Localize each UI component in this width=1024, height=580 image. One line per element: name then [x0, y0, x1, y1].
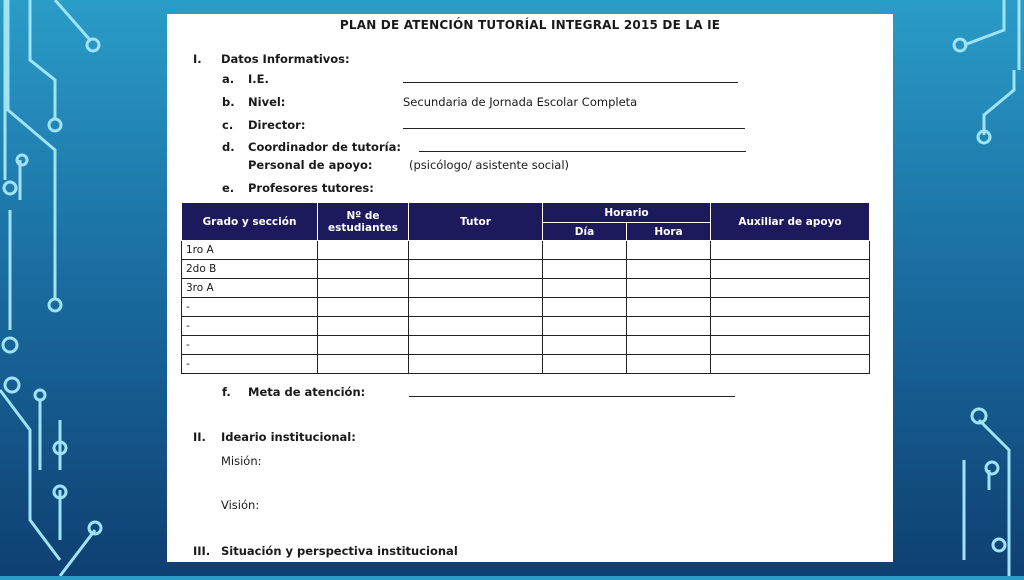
item-nivel-label: Nivel:: [248, 95, 286, 109]
row-grado: -: [182, 298, 318, 317]
document-title: PLAN DE ATENCIÓN TUTORÍAL INTEGRAL 2015 DE LA IE: [339, 18, 721, 32]
table-row: [182, 241, 870, 260]
item-tutores-label: Profesores tutores:: [248, 181, 374, 195]
section-2-heading: Ideario institucional:: [221, 430, 356, 444]
row-grado: -: [182, 355, 318, 374]
section-1-heading: Datos Informativos:: [221, 52, 350, 66]
header-estudiantes: Nº de estudiantes: [318, 203, 409, 241]
director-blank-line: [403, 128, 745, 129]
row-grado: 3ro A: [182, 279, 318, 298]
row-grado: 1ro A: [182, 241, 318, 260]
table-row: [182, 298, 870, 317]
table-row: [182, 260, 870, 279]
row-grado: -: [182, 336, 318, 355]
personal-apoyo-value: (psicólogo/ asistente social): [409, 158, 570, 172]
section-1-numeral: I.: [193, 52, 202, 66]
section-3-numeral: III.: [193, 544, 211, 558]
circuit-lines-icon: [0, 0, 160, 576]
item-f-letter: f.: [222, 385, 231, 399]
header-hora: Hora: [627, 223, 711, 241]
header-horario: Horario: [543, 203, 711, 223]
meta-blank-line: [409, 396, 735, 397]
circuit-decoration-left: [0, 0, 160, 576]
item-b-letter: b.: [222, 95, 235, 109]
table-row: [182, 336, 870, 355]
section-3-heading: Situación y perspectiva institucional: [221, 544, 458, 558]
mision-label: Misión:: [221, 454, 262, 468]
item-ie-label: I.E.: [248, 72, 269, 86]
item-e-letter: e.: [222, 181, 235, 195]
header-auxiliar: Auxiliar de apoyo: [711, 203, 870, 241]
header-dia: Día: [543, 223, 627, 241]
personal-apoyo-label: Personal de apoyo:: [248, 158, 373, 172]
item-director-label: Director:: [248, 118, 306, 132]
header-tutor: Tutor: [409, 203, 543, 241]
document-page: [167, 14, 893, 562]
row-grado: -: [182, 317, 318, 336]
item-c-letter: c.: [222, 118, 234, 132]
item-d-letter: d.: [222, 140, 235, 154]
tutores-table: [181, 202, 870, 374]
table-row: [182, 279, 870, 298]
row-grado: 2do B: [182, 260, 318, 279]
coordinador-blank-line: [419, 151, 746, 152]
item-a-letter: a.: [222, 72, 235, 86]
header-grado: Grado y sección: [182, 203, 318, 241]
section-2-numeral: II.: [193, 430, 206, 444]
item-coordinador-label: Coordinador de tutoría:: [248, 140, 401, 154]
table-row: [182, 317, 870, 336]
vision-label: Visión:: [221, 498, 260, 512]
item-nivel-value: Secundaria de Jornada Escolar Completa: [403, 95, 638, 109]
table-row: [182, 355, 870, 374]
item-meta-label: Meta de atención:: [248, 385, 366, 399]
ie-blank-line: [403, 82, 738, 83]
